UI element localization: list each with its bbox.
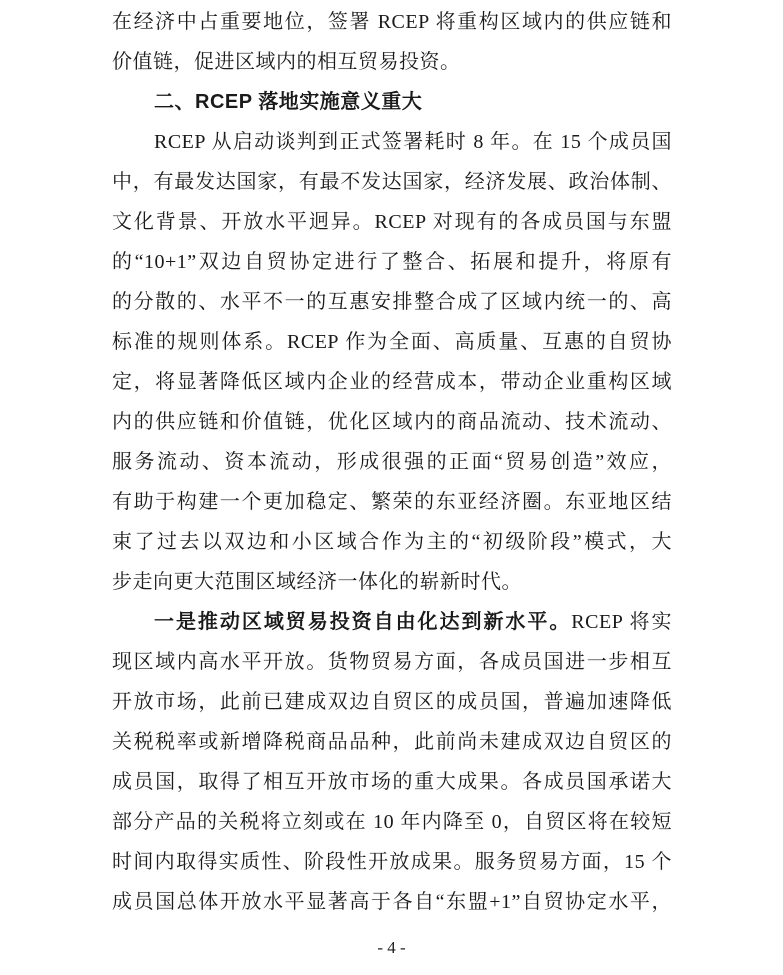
text-line bbox=[112, 122, 672, 162]
text-line bbox=[112, 322, 672, 362]
text-segment: 关税税率或新增降税商品品种，此前尚未建成双边自贸区的 bbox=[112, 731, 672, 753]
text-segment: 束了过去以双边和小区域合作为主的“初级阶段”模式，大 bbox=[112, 531, 672, 553]
text-segment: 中，有最发达国家，有最不发达国家，经济发展、政治体制、 bbox=[112, 171, 672, 193]
text-line bbox=[112, 242, 672, 282]
text-line bbox=[112, 842, 672, 882]
text-segment: 文化背景、开放水平迥异。RCEP 对现有的各成员国与东盟 bbox=[112, 211, 672, 233]
text-segment: 时间内取得实质性、阶段性开放成果。服务贸易方面，15 个 bbox=[112, 851, 672, 873]
text-segment: 内的供应链和价值链，优化区域内的商品流动、技术流动、 bbox=[112, 411, 672, 433]
text-segment: 定，将显著降低区域内企业的经营成本，带动企业重构区域 bbox=[112, 371, 672, 393]
text-line bbox=[112, 682, 672, 722]
text-line bbox=[112, 522, 672, 562]
bold-text-segment: 一是推动区域贸易投资自由化达到新水平。 bbox=[154, 611, 572, 633]
text-segment: 开放市场，此前已建成双边自贸区的成员国，普遍加速降低 bbox=[112, 691, 672, 713]
text-line bbox=[112, 642, 672, 682]
text-line bbox=[112, 42, 672, 82]
text-segment: 步走向更大范围区域经济一体化的崭新时代。 bbox=[112, 571, 522, 593]
text-line bbox=[112, 882, 672, 922]
text-segment: 成员国，取得了相互开放市场的重大成果。各成员国承诺大 bbox=[112, 771, 672, 793]
text-line bbox=[112, 162, 672, 202]
text-segment: 价值链，促进区域内的相互贸易投资。 bbox=[112, 51, 461, 73]
text-line bbox=[112, 482, 672, 522]
text-line bbox=[112, 2, 672, 42]
text-segment: 成员国总体开放水平显著高于各自“东盟+1”自贸协定水平， bbox=[112, 891, 672, 913]
text-line bbox=[112, 602, 672, 642]
text-line bbox=[112, 722, 672, 762]
text-segment: 在经济中占重要地位，签署 RCEP 将重构区域内的供应链和 bbox=[112, 11, 672, 33]
text-segment: RCEP 将实 bbox=[571, 611, 673, 633]
text-segment: 部分产品的关税将立刻或在 10 年内降至 0，自贸区将在较短 bbox=[112, 811, 672, 833]
text-line bbox=[112, 202, 672, 242]
text-segment: 的“10+1”双边自贸协定进行了整合、拓展和提升，将原有 bbox=[112, 251, 672, 273]
page-number: - 4 - bbox=[377, 938, 406, 957]
text-segment: 标准的规则体系。RCEP 作为全面、高质量、互惠的自贸协 bbox=[112, 331, 672, 353]
text-block bbox=[112, 2, 672, 922]
text-segment: 现区域内高水平开放。货物贸易方面，各成员国进一步相互 bbox=[112, 651, 672, 673]
text-line bbox=[112, 362, 672, 402]
text-line bbox=[112, 762, 672, 802]
text-segment: 有助于构建一个更加稳定、繁荣的东亚经济圈。东亚地区结 bbox=[112, 491, 672, 513]
text-line bbox=[112, 282, 672, 322]
text-line bbox=[112, 442, 672, 482]
text-segment: 服务流动、资本流动，形成很强的正面“贸易创造”效应， bbox=[112, 451, 672, 473]
text-line bbox=[112, 802, 672, 842]
text-line bbox=[112, 402, 672, 442]
bold-text-segment: 二、RCEP 落地实施意义重大 bbox=[154, 91, 423, 113]
text-segment: RCEP 从启动谈判到正式签署耗时 8 年。在 15 个成员国 bbox=[154, 131, 672, 153]
text-line bbox=[112, 562, 672, 602]
section-heading bbox=[112, 82, 672, 122]
text-segment: 的分散的、水平不一的互惠安排整合成了区域内统一的、高 bbox=[112, 291, 672, 313]
